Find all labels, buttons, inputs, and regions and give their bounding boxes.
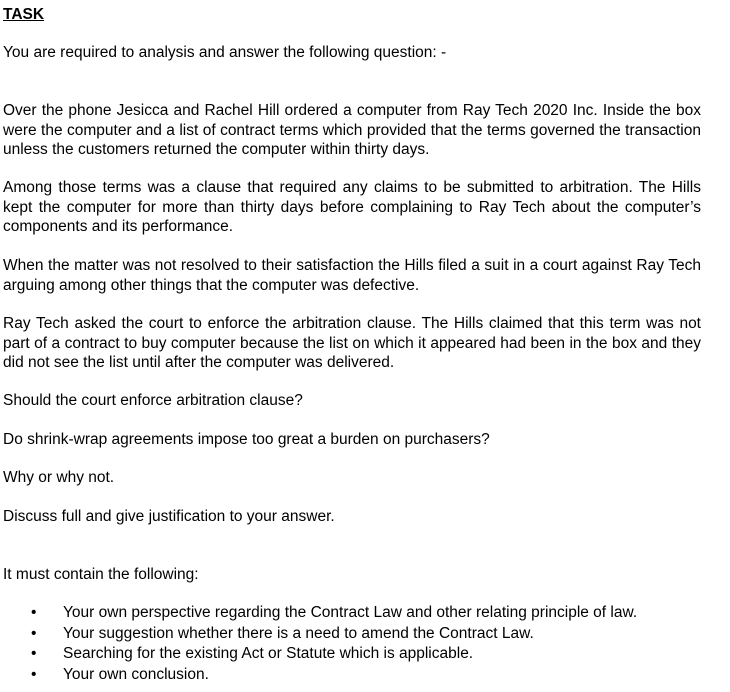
question-shrink-wrap: Do shrink-wrap agreements impose too great a burden on purchasers? [3, 431, 490, 448]
bullet-icon: • [31, 604, 37, 621]
requirement-text: Your suggestion whether there is a need to amend the Contract Law. [63, 624, 534, 642]
bullet-icon: • [31, 645, 37, 662]
list-item [3, 603, 637, 624]
paragraph-arbitration-clause: Among those terms was a clause that required any claims to be submitted to arbitration. The Hills kept the computer for more than thirty days before complaining to Ray Tech about the computer’s components and its performance. [3, 179, 701, 235]
list-item [3, 665, 637, 686]
question-enforce: Should the court enforce arbitration clause? [3, 392, 303, 409]
question-why: Why or why not. [3, 469, 115, 486]
requirement-text: Your own conclusion. [63, 665, 209, 683]
list-item [3, 644, 637, 665]
bullet-icon: • [31, 624, 37, 642]
paragraph-order: Over the phone Jesicca and Rachel Hill ordered a computer from Ray Tech 2020 Inc. Inside the box were the computer and a list of contract terms which provided that the terms governed the transaction unless the customers returned the computer within thirty days. [3, 102, 701, 158]
requirement-text: Searching for the existing Act or Statute which is applicable. [63, 645, 474, 662]
requirements-list [3, 603, 637, 685]
task-title: TASK [3, 6, 45, 23]
paragraph-lawsuit: When the matter was not resolved to their satisfaction the Hills filed a suit in a court against Ray Tech arguing among other things that the computer was defective. [3, 257, 701, 294]
list-item [3, 624, 637, 645]
bullet-icon: • [31, 665, 37, 683]
instruction-text: You are required to analysis and answer the following question: - [3, 44, 447, 61]
paragraph-enforcement: Ray Tech asked the court to enforce the arbitration clause. The Hills claimed that this term was not part of a contract to buy computer because the list on which it appeared had been in the box and they did not see the list until after the computer was delivered. [3, 315, 701, 371]
requirement-text: Your own perspective regarding the Contract Law and other relating principle of law. [63, 604, 638, 621]
requirements-intro: It must contain the following: [3, 566, 199, 583]
question-discuss: Discuss full and give justification to your answer. [3, 508, 335, 525]
